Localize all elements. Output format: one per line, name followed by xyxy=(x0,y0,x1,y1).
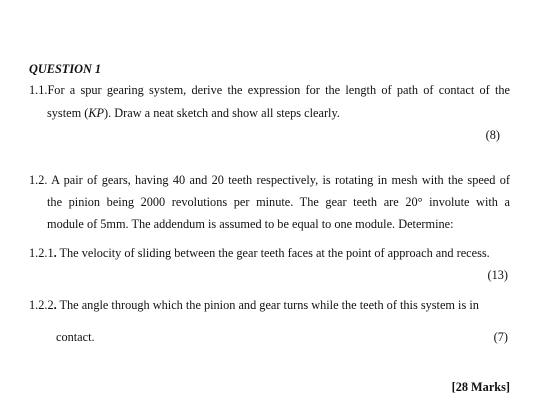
question-heading: QUESTION 1 xyxy=(29,62,102,76)
question-1-1-line-2 xyxy=(47,106,340,121)
question-1-1-number: 1.1. xyxy=(29,83,48,97)
question-1-2-2-text: The angle through which the pinion and gear turns while the teeth of this system is in xyxy=(56,298,479,312)
question-1-2-2-dot: . xyxy=(53,298,57,312)
question-1-2-1-number: 1.2.1 xyxy=(29,246,54,260)
question-1-1-kp: KP xyxy=(88,106,105,120)
question-1-2-1-text: The velocity of sliding between the gear teeth faces at the point of approach and recess. xyxy=(56,246,490,260)
total-marks: [28 Marks] xyxy=(451,380,510,394)
question-1-2-line-1: 1.2. A pair of gears, having 40 and 20 teeth respectively, is rotating in mesh with the speed of xyxy=(29,173,510,187)
question-1-2-line-2: the pinion being 2000 revolutions per minute. The gear teeth are 20° involute with a xyxy=(47,195,510,209)
question-1-1-text-line-1: For a spur gearing system, derive the expression for the length of path of contact of the xyxy=(47,83,510,97)
question-1-1-line-2-suffix: ). Draw a neat sketch and show all steps clearly. xyxy=(104,106,340,120)
question-1-2-2-line-2: contact. xyxy=(56,330,95,344)
question-1-1-line-2-prefix: system ( xyxy=(47,106,89,120)
question-1-2-1 xyxy=(29,246,490,261)
question-1-2-1-dot: . xyxy=(53,246,57,260)
question-1-2-2-marks: (7) xyxy=(493,330,508,344)
question-1-1-marks: (8) xyxy=(485,128,500,142)
question-1-2-2-number: 1.2.2 xyxy=(29,298,54,312)
question-1-2-1-marks: (13) xyxy=(487,268,508,282)
question-1-2-2 xyxy=(29,298,479,313)
question-1-2-line-3: module of 5mm. The addendum is assumed to be equal to one module. Determine: xyxy=(47,217,454,231)
question-1-1-line-1 xyxy=(29,83,510,98)
